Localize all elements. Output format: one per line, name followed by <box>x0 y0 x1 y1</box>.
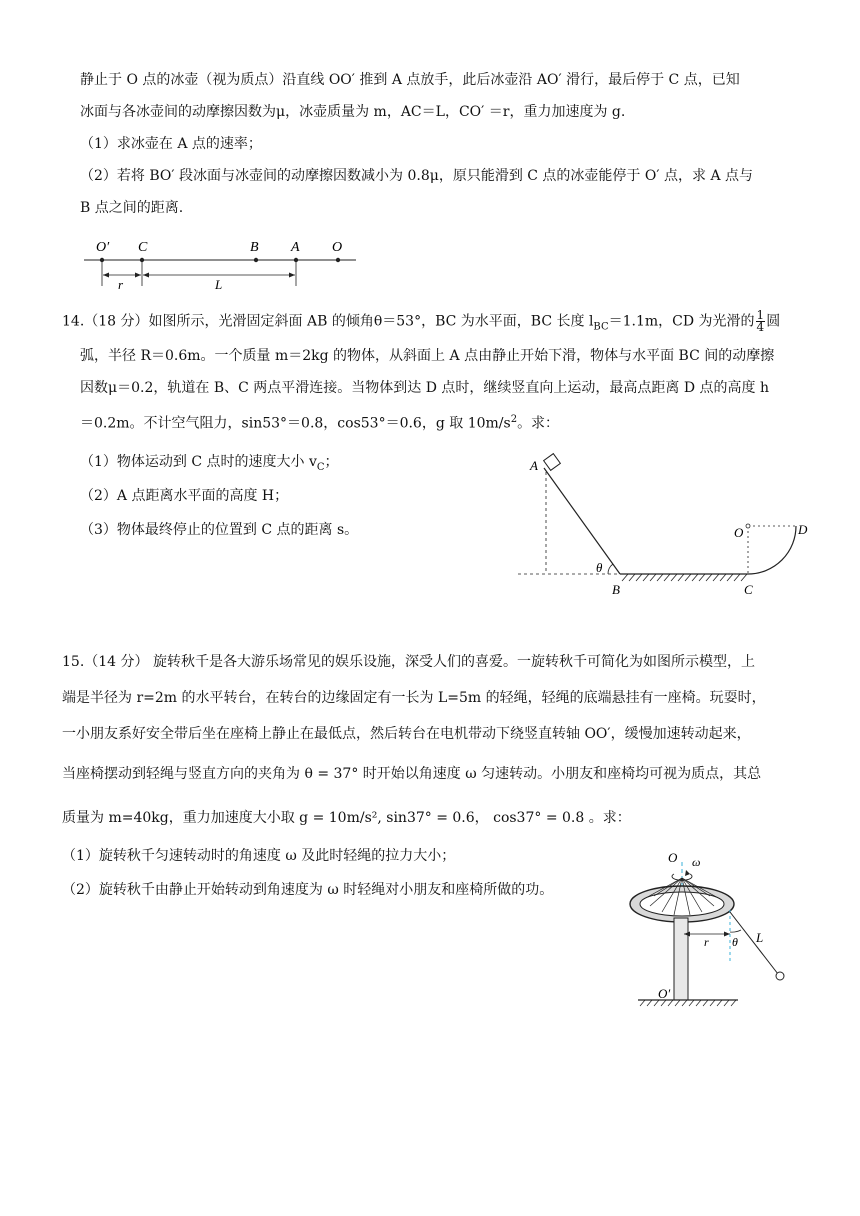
q15-subq-1: （1）旋转秋千匀速转动时的角速度 ω 及此时轻绳的拉力大小； <box>62 848 456 864</box>
q13-fig-label-b: B <box>250 240 259 255</box>
q13-line-2: 冰面与各冰壶间的动摩擦因数为μ，冰壶质量为 m，AC＝L，CO′ ＝r，重力加速度为 g. <box>80 104 626 120</box>
q15-fig-label-o: O <box>668 850 678 865</box>
q15-fig-label-omega: ω <box>692 855 701 869</box>
q14-lbc-subscript: BC <box>593 321 609 333</box>
q15-line-3: 一小朋友系好安全带后坐在座椅上静止在最低点，然后转台在电机带动下绕竖直转轴 OO′，缓慢加速转动起来， <box>62 726 751 742</box>
q14-subq-1 <box>80 452 339 478</box>
q13-fig-label-r: r <box>118 277 124 292</box>
q14-subq-3: （3）物体最终停止的位置到 C 点的距离 s。 <box>80 522 359 538</box>
q13-fig-label-a: A <box>291 240 300 255</box>
q14-subq-1-end: ； <box>324 454 339 470</box>
q15-fig-label-theta: θ <box>732 935 738 949</box>
q15-line-4: 当座椅摆动到轻绳与竖直方向的夹角为 θ = 37° 时开始以角速度 ω 匀速转动。小朋友和座椅均可视为质点，其总 <box>62 766 762 782</box>
q14-fraction-den: 4 <box>756 320 765 334</box>
q15-fig-label-l: L <box>756 930 764 945</box>
q15-fig-label-o-prime: O′ <box>658 986 671 1001</box>
q15-figure <box>620 848 810 1012</box>
q14-line-4 <box>80 410 559 434</box>
q13-subq-2b: B 点之间的距离. <box>80 200 184 216</box>
q15-line-2: 端是半径为 r=2m 的水平转台，在转台的边缘固定有一长为 L=5m 的轻绳，轻绳的底端悬挂有一座椅。玩耍时， <box>62 690 766 706</box>
q14-fig-label-b: B <box>612 582 620 597</box>
q14-figure <box>510 448 820 600</box>
q14-line-1-text-b: ＝1.1m，CD 为光滑的 <box>608 313 755 330</box>
q14-line-1-end: 圆 <box>766 313 781 330</box>
q14-fig-label-d: D <box>798 522 808 537</box>
q13-subq-2a: （2）若将 BO′ 段冰面与冰壶间的动摩擦因数减小为 0.8μ，原只能滑到 C 点的冰壶能停于 O′ 点，求 A 点与 <box>80 168 754 184</box>
q13-figure <box>80 236 360 292</box>
q14-fig-label-theta: θ <box>596 560 603 575</box>
q15-line-5: 质量为 m=40kg，重力加速度大小取 g = 10m/s², sin37° = 0.6， cos37° = 0.8 。求： <box>62 810 631 826</box>
q13-fig-label-l: L <box>215 277 223 292</box>
q14-line-4-end: 。求： <box>517 415 560 432</box>
q14-vc-subscript: C <box>316 461 325 473</box>
q14-line-2: 弧，半径 R＝0.6m。一个质量 m＝2kg 的物体，从斜面上 A 点由静止开始下滑，物体与水平面 BC 间的动摩擦 <box>80 348 775 364</box>
q14-subq-2: （2）A 点距离水平面的高度 H； <box>80 488 289 504</box>
q14-line-3: 因数μ＝0.2，轨道在 B、C 两点平滑连接。当物体到达 D 点时，继续竖直向上运动，最高点距离 D 点的高度 h <box>80 380 769 396</box>
q13-fig-label-c: C <box>138 240 148 255</box>
q14-line-1 <box>62 310 780 337</box>
q14-line-1-text: 14.（18 分）如图所示，光滑固定斜面 AB 的倾角θ＝53°，BC 为水平面，BC 长度 l <box>62 313 594 330</box>
q14-fraction-num: 1 <box>756 308 765 322</box>
q13-subq-1: （1）求冰壶在 A 点的速率； <box>80 136 262 152</box>
q14-fig-label-o: O <box>734 525 744 540</box>
q15-fig-label-r: r <box>704 935 709 949</box>
q13-fig-label-o-prime: O′ <box>96 240 110 255</box>
q14-fig-label-c: C <box>744 582 753 597</box>
q14-g-unit-superscript: 2 <box>510 414 518 425</box>
q14-fraction <box>756 310 766 333</box>
q14-subq-1-text: （1）物体运动到 C 点时的速度大小 v <box>80 454 317 470</box>
q14-fig-label-a: A <box>530 458 538 473</box>
q13-line-1: 静止于 O 点的冰壶（视为质点）沿直线 OO′ 推到 A 点放手，此后冰壶沿 AO′ 滑行，最后停于 C 点，已知 <box>80 72 740 88</box>
q13-fig-label-o: O <box>332 240 343 255</box>
q15-line-1: 15.（14 分） 旋转秋千是各大游乐场常见的娱乐设施，深受人们的喜爱。一旋转秋千可简化为如图所示模型，上 <box>62 654 755 670</box>
q15-subq-2: （2）旋转秋千由静止开始转动到角速度为 ω 时轻绳对小朋友和座椅所做的功。 <box>62 882 554 898</box>
q14-line-4-text: ＝0.2m。不计空气阻力，sin53°＝0.8，cos53°＝0.6，g 取 10m/s <box>80 415 511 432</box>
